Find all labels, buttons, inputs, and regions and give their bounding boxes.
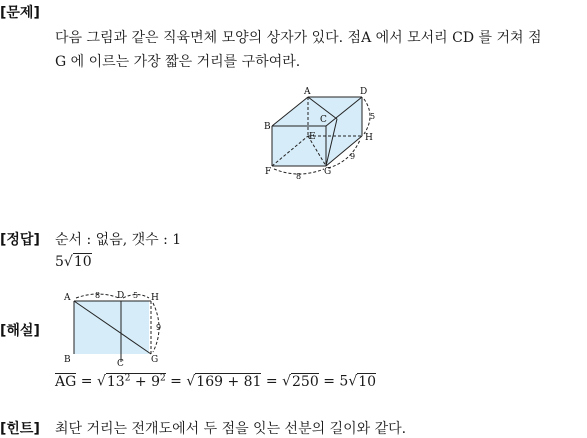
- box-front-face: [272, 126, 326, 166]
- answer-radicand: 10: [73, 254, 92, 270]
- net-length-ad: 8: [95, 291, 101, 300]
- solution-radicand: 10: [358, 373, 377, 390]
- box-label-e: E: [309, 132, 316, 142]
- answer-tag: [정답]: [0, 232, 40, 248]
- net-label-c: C: [117, 359, 124, 368]
- answer-coef: 5: [55, 254, 64, 270]
- hint-tag: [힌트]: [0, 421, 40, 437]
- net-length-hg: 9: [156, 323, 162, 332]
- sqrt-sign: √: [63, 254, 73, 270]
- segment-ag: AG: [55, 373, 77, 390]
- box-label-h: H: [365, 133, 373, 143]
- problem-text-line1: 다음 그림과 같은 직육면체 모양의 상자가 있다. 점A 에서 모서리 CD 를 거쳐 점: [55, 30, 542, 46]
- box-label-a: A: [304, 87, 311, 97]
- net-label-a: A: [64, 293, 71, 303]
- box-length-fg: 8: [296, 172, 302, 181]
- net-length-dh: 5: [133, 291, 139, 300]
- box-label-b: B: [264, 122, 271, 132]
- net-label-b: B: [64, 355, 71, 365]
- box-length-dh: 5: [370, 112, 376, 121]
- answer-text: 순서 : 없음, 갯수 : 1: [55, 232, 182, 248]
- box-label-g: G: [324, 167, 332, 177]
- problem-text-line2: G 에 이르는 가장 짧은 거리를 구하여라.: [55, 54, 301, 70]
- net-label-d: D: [117, 291, 125, 301]
- box-figure: [258, 82, 380, 182]
- solution-equation: AG = $√13^2 + 9^2 = √169 + 81 = √250 = 5√10$: [55, 373, 377, 390]
- term2: 9: [151, 373, 160, 390]
- net-figure: [60, 288, 175, 368]
- hint-text: 최단 거리는 전개도에서 두 점을 잇는 선분의 길이와 같다.: [55, 421, 407, 437]
- net-label-h: H: [151, 293, 159, 303]
- net-label-g: G: [151, 355, 159, 365]
- term1: 13: [106, 373, 125, 390]
- problem-tag: [문제]: [0, 5, 40, 21]
- box-length-gh: 9: [350, 152, 356, 161]
- solution-coef: 5: [339, 373, 349, 390]
- box-label-d: D: [360, 87, 368, 97]
- box-label-c: C: [320, 115, 327, 125]
- sum2: 250: [292, 373, 319, 390]
- sum1: 169 + 81: [196, 373, 262, 390]
- box-label-f: F: [265, 167, 272, 177]
- answer-value: [55, 254, 92, 270]
- solution-tag: [해설]: [0, 323, 40, 339]
